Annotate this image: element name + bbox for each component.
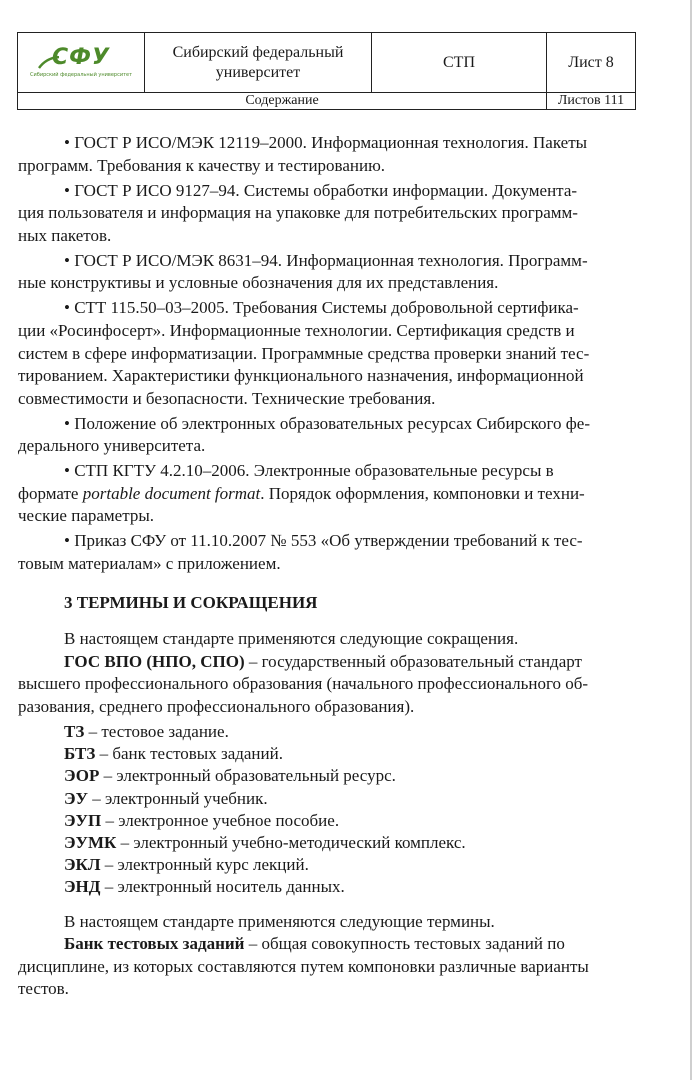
reference-item: [18, 530, 629, 575]
bank-definition: [18, 933, 629, 1001]
abbreviation-def: – электронный образовательный ресурс.: [99, 766, 396, 786]
reference-item: [18, 180, 629, 248]
sheets-total: Листов 111: [557, 93, 625, 108]
abbreviation-item: [64, 788, 629, 810]
header-row-bottom: [18, 93, 635, 109]
bank-term: Банк тестовых заданий: [64, 934, 245, 954]
abbreviation-def: – банк тестовых заданий.: [95, 744, 283, 764]
reference-item: [18, 460, 629, 528]
reference-line: ция пользователя и информация на упаковке для потребительских программ-: [18, 203, 578, 223]
document-header: [17, 32, 636, 110]
bank-def: – общая совокупность тестовых заданий по: [244, 934, 565, 954]
abbreviation-term: ТЗ: [64, 721, 85, 741]
bank-line: дисциплине, из которых составляются путем компоновки различные варианты: [18, 956, 589, 976]
italic-format-name: portable document format: [82, 483, 261, 503]
university-name: Сибирский федеральный университет: [145, 33, 372, 92]
gos-line: высшего профессионального образования (начального профессионального об-: [18, 674, 589, 694]
logo-subtitle: Сибирский федеральный университет: [30, 72, 132, 78]
reference-line: товым материалам» с приложением.: [18, 554, 281, 574]
gos-line: разования, среднего профессионального образования).: [18, 697, 415, 716]
reference-line: совместимости и безопасности. Технические требования.: [18, 388, 436, 408]
gos-definition: [18, 651, 629, 719]
reference-line: дерального университета.: [18, 436, 206, 456]
section-name: Содержание: [18, 93, 547, 109]
gos-term: ГОС ВПО (НПО, СПО): [64, 651, 245, 671]
standard-code: СТП: [372, 33, 547, 92]
reference-line: • ГОСТ Р ИСО/МЭК 12119–2000. Информационная технология. Пакеты: [64, 133, 588, 152]
abbreviation-term: ЭУ: [64, 788, 89, 808]
abbreviation-item: [64, 854, 629, 876]
abbreviation-term: ЭУП: [64, 810, 102, 830]
abbreviation-item: [64, 810, 629, 832]
abbreviation-item: [64, 721, 629, 743]
abbreviation-term: ЭОР: [64, 766, 100, 786]
abbreviation-item: [64, 832, 629, 854]
abbreviation-term: ЭУМК: [64, 833, 117, 852]
reference-line: ции «Росинфосерт». Информационные технологии. Сертификация средств и: [18, 320, 575, 340]
gos-def: – государственный образовательный стандарт: [244, 651, 582, 671]
abbreviation-def: – электронный учебно-методический комплекс.: [116, 833, 466, 852]
reference-line: программ. Требования к качеству и тестированию.: [18, 155, 386, 175]
abbreviation-item: [64, 876, 629, 898]
abbreviation-def: – тестовое задание.: [84, 721, 229, 741]
abbreviation-item: [64, 765, 629, 787]
reference-line: [18, 483, 629, 506]
reference-line: • СТП КГТУ 4.2.10–2006. Электронные образовательные ресурсы в: [64, 461, 554, 481]
logo-text: СФУ: [52, 45, 110, 70]
logo-cell: [18, 33, 145, 92]
gos-line: [64, 652, 582, 671]
reference-line: • Положение об электронных образовательных ресурсах Сибирского фе-: [64, 413, 591, 433]
reference-item: [18, 250, 629, 295]
abbreviation-def: – электронное учебное пособие.: [101, 810, 340, 830]
reference-line: • ГОСТ Р ИСО/МЭК 8631–94. Информационная технология. Программ-: [64, 250, 588, 270]
sheet-number: Лист 8: [568, 53, 614, 71]
abbreviation-term: БТЗ: [64, 744, 96, 764]
abbreviation-def: – электронный курс лекций.: [100, 855, 309, 875]
bank-line: тестов.: [18, 979, 69, 999]
reference-line: • Приказ СФУ от 11.10.2007 № 553 «Об утверждении требований к тес-: [64, 531, 583, 551]
sfu-logo: [52, 46, 110, 70]
logo-swoosh-icon: [38, 56, 60, 70]
reference-item: [18, 132, 629, 177]
abbreviation-def: – электронный учебник.: [88, 788, 268, 808]
reference-text: . Порядок оформления, компоновки и техни-: [260, 483, 585, 503]
reference-text: формате: [18, 483, 83, 503]
document-body: [18, 132, 629, 1003]
page-edge: [690, 0, 692, 1080]
reference-line: ческие параметры.: [18, 506, 155, 526]
reference-line: тированием. Характеристики функционального назначения, информационной: [18, 366, 584, 386]
reference-line: ные конструктивы и условные обозначения для их представления.: [18, 273, 499, 293]
section-title: 3 ТЕРМИНЫ И СОКРАЩЕНИЯ: [64, 592, 318, 612]
reference-line: ных пакетов.: [18, 225, 112, 245]
terms-intro: В настоящем стандарте применяются следующие термины.: [64, 911, 495, 931]
abbreviation-list: [64, 721, 629, 899]
header-row-top: [18, 33, 635, 93]
bank-line: [64, 934, 565, 953]
reference-item: [18, 297, 629, 410]
spacer: [64, 899, 629, 911]
reference-line: • ГОСТ Р ИСО 9127–94. Системы обработки информации. Документа-: [64, 180, 578, 200]
reference-item: [18, 413, 629, 458]
reference-line: систем в сфере информатизации. Программные средства проверки знаний тес-: [18, 343, 590, 363]
abbreviations-intro: В настоящем стандарте применяются следующие сокращения.: [64, 629, 519, 649]
abbreviation-def: – электронный носитель данных.: [100, 877, 345, 897]
abbreviation-item: [64, 743, 629, 765]
abbreviation-term: ЭНД: [64, 877, 101, 897]
abbreviation-term: ЭКЛ: [64, 855, 101, 875]
reference-line: • СТТ 115.50–03–2005. Требования Системы добровольной сертифика-: [64, 298, 579, 318]
